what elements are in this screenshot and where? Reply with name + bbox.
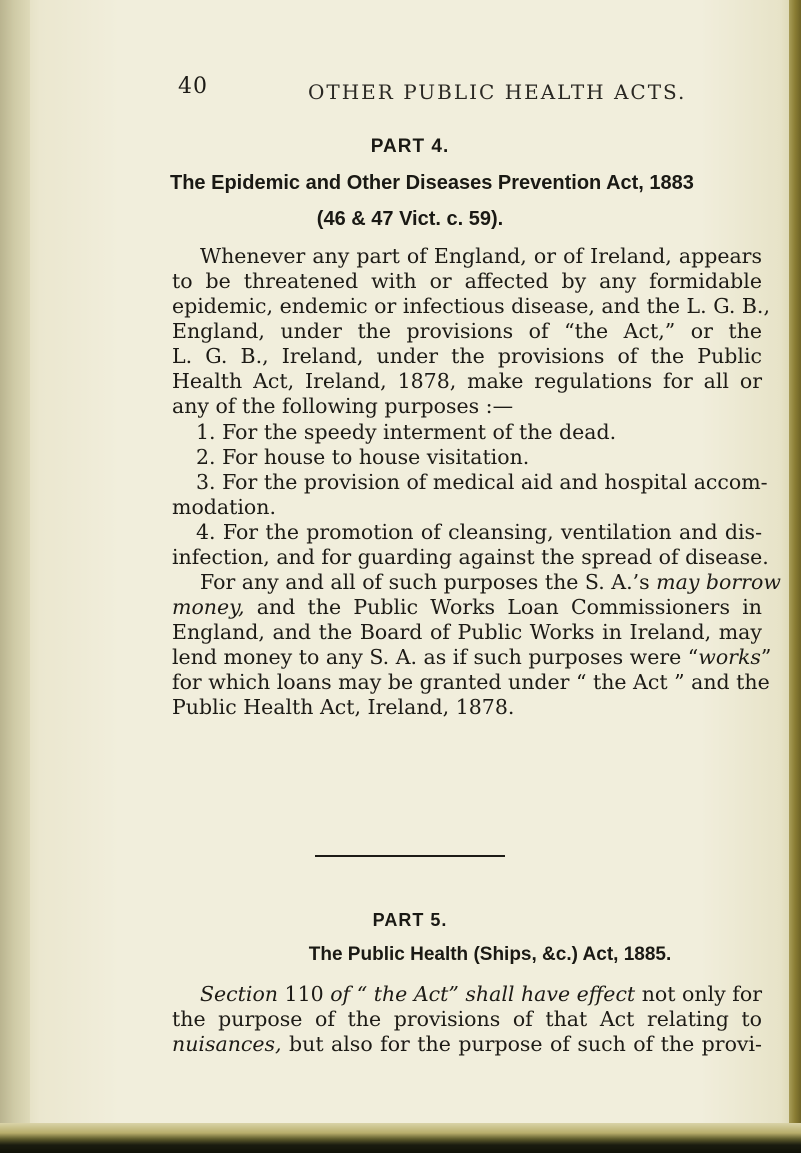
text-line: Health Act, Ireland, 1878, make regulations for all or [172,369,762,393]
act-title-1885: The Public Health (Ships, &c.) Act, 1885. [308,944,672,965]
list-item: 3. For the provision of medical aid and hospital accom- [196,470,768,494]
act-title-1883: The Epidemic and Other Diseases Prevention Act, 1883 [170,172,694,194]
act-citation-1883: (46 & 47 Vict. c. 59). [316,208,504,230]
text-line: Whenever any part of England, or of Ireland, appears [200,244,762,268]
paragraph-epidemic-regulations [172,244,770,419]
list-item-continuation: modation. [172,495,276,519]
text-line: the purpose of the provisions of that Act relating to [172,1007,762,1031]
text-line: Section 110 of “ the Act” shall have effect not only for [200,982,762,1006]
text-line: lend money to any S. A. as if such purposes were “works” [172,645,772,669]
italic-phrase: works [698,645,761,669]
italic-phrase: of “ the Act” shall have effect [330,982,636,1006]
part-4-heading: PART 4. [370,136,450,157]
text-line: epidemic, endemic or infectious disease, and the L. G. B., [172,294,770,318]
scan-bottom-edge [0,1123,801,1153]
list-item: 2. For house to house visitation. [196,445,530,469]
text-line: for which loans may be granted under “ the Act ” and the [172,670,770,694]
text-line: to be threatened with or affected by any formidable [172,269,762,293]
purposes-list [172,420,769,570]
text-line: England, and the Board of Public Works in Ireland, may [172,620,762,644]
italic-phrase: may borrow [656,570,781,594]
list-item: 1. For the speedy interment of the dead. [196,420,617,444]
text-line: money, and the Public Works Loan Commissioners in [172,595,762,619]
section-divider [315,855,505,857]
text-line: England, under the provisions of “the Act,” or the [172,319,762,343]
text-line: nuisances, but also for the purpose of such of the provi- [172,1032,762,1056]
text-line: any of the following purposes :— [172,394,514,418]
text-line: Public Health Act, Ireland, 1878. [172,695,515,719]
binding-gutter [0,0,30,1153]
italic-phrase: money, [172,595,245,619]
italic-phrase: nuisances, [172,1032,282,1056]
paragraph-borrowing [172,570,781,720]
list-item: 4. For the promotion of cleansing, ventilation and dis- [196,520,762,544]
part-5-heading: PART 5. [372,910,448,930]
page-number: 40 [178,74,208,99]
italic-phrase: Section [200,982,278,1006]
list-item-continuation: infection, and for guarding against the spread of disease. [172,545,769,569]
text-line: For any and all of such purposes the S. A.’s may borrow [200,570,781,594]
running-head: OTHER PUBLIC HEALTH ACTS. [308,80,687,104]
text-line: L. G. B., Ireland, under the provisions of the Public [172,344,762,368]
paragraph-section-110 [172,982,762,1057]
